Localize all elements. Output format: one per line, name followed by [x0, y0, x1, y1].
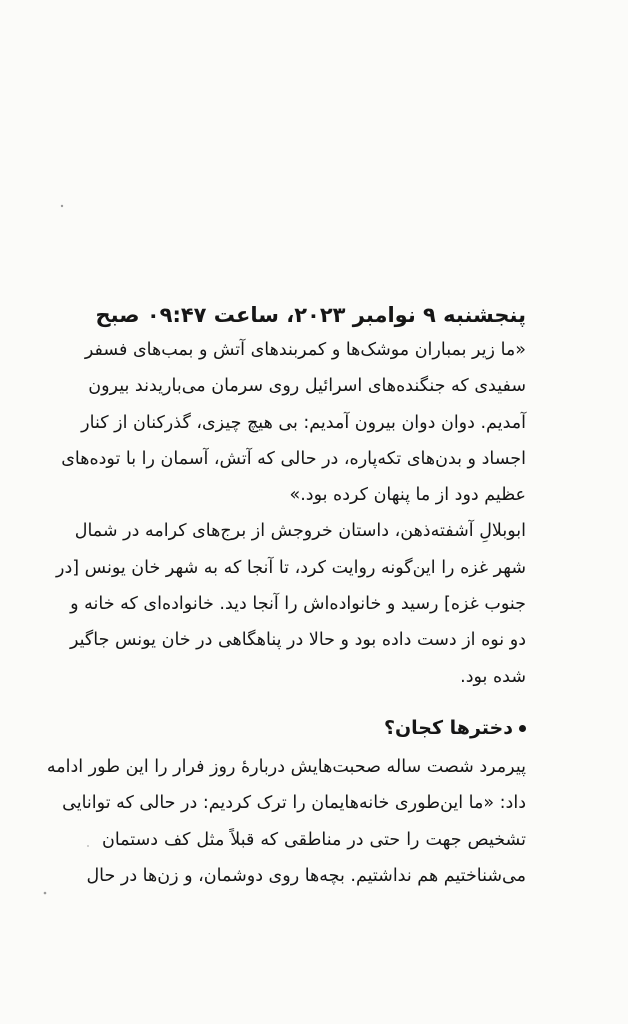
- paragraph-quote: [61, 332, 526, 513]
- text-line: شهر غزه را این‌گونه روایت کرد، تا آنجا که به شهر خان یونس [در: [56, 557, 526, 578]
- page-text: [46, 300, 526, 894]
- text-line: «ما زیر بمباران موشک‌ها و کمربندهای آتش و بمب‌های فسفر: [84, 340, 526, 360]
- subheading: [102, 711, 526, 745]
- text-line: شده بود.: [460, 666, 526, 687]
- text-line: می‌شناختیم هم نداشتیم. بچه‌ها روی دوشمان، و زن‌ها در حال: [86, 865, 526, 886]
- text-line: جنوب غزه] رسید و خانواده‌اش را آنجا دید. خانواده‌ای که خانه و: [70, 594, 526, 615]
- section-heading: پنجشنبه ۹ نوامبر ۲۰۲۳، ساعت ۰۹:۴۷ صبح: [95, 303, 526, 327]
- text-line: ابوبلالِ آشفته‌ذهن، داستان خروجش از برج‌های کرامه در شمال: [74, 521, 526, 542]
- text-line: عظیم دود از ما پنهان کرده بود.»: [289, 485, 526, 506]
- bullet-icon: [519, 725, 526, 732]
- text-line: آمدیم. دوان دوان بیرون آمدیم: بی هیچ چیزی، گذرکنان از کنار: [81, 412, 526, 433]
- spacer: [102, 695, 526, 711]
- text-line: سفیدی که جنگنده‌های اسرائیل روی سرمان می‌باریدند بیرون: [88, 376, 526, 397]
- text-line: داد: «ما این‌طوری خانه‌هایمان را ترک کردیم: در حالی که توانایی: [62, 793, 526, 814]
- text-line: اجساد و بدن‌های تکه‌پاره، در حالی که آتش، آسمان را با توده‌های: [61, 448, 526, 469]
- subheading-text: دخترها کجان؟: [383, 716, 513, 739]
- text-line: تشخیص جهت را حتی در مناطقی که قبلاً مثل کف دستمان: [102, 829, 526, 850]
- text-line: دو نوه از دست داده بود و حالا در پناهگاهی در خان یونس جاگیر: [69, 630, 526, 651]
- paragraph-narration: [56, 513, 526, 694]
- text-line: پیرمرد شصت ساله صحبت‌هایش دربارهٔ روز فرار را این طور ادامه: [46, 756, 526, 777]
- paragraph-continuation: [46, 749, 526, 894]
